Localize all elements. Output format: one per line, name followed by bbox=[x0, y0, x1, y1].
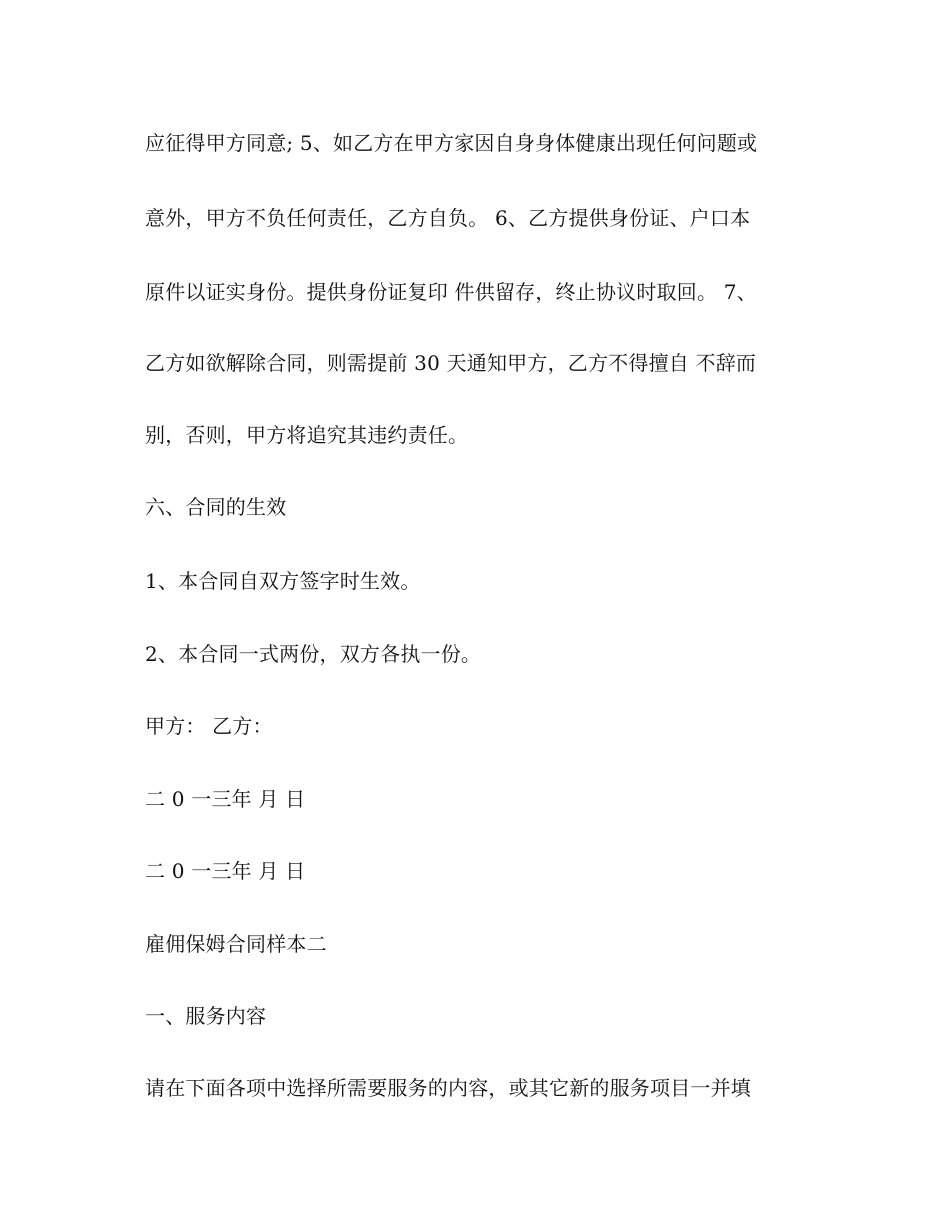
paragraph-line: 乙方如欲解除合同，则需提前 30 天通知甲方，乙方不得擅自 不辞而 bbox=[145, 351, 757, 375]
section-heading: 六、合同的生效 bbox=[145, 495, 287, 519]
section-heading: 一、服务内容 bbox=[145, 1004, 267, 1028]
document-title: 雇佣保姆合同样本二 bbox=[145, 932, 327, 956]
paragraph-line: 请在下面各项中选择所需要服务的内容，或其它新的服务项目一并填 bbox=[145, 1076, 751, 1100]
clause-line: 2、本合同一式两份，双方各执一份。 bbox=[145, 642, 482, 666]
date-line: 二 0 一三年 月 日 bbox=[145, 859, 306, 883]
paragraph-line: 应征得甲方同意; 5、如乙方在甲方家因自身身体健康出现任何问题或 bbox=[145, 131, 758, 155]
paragraph-line: 原件以证实身份。提供身份证复印 件供留存，终止协议时取回。 7、 bbox=[145, 280, 757, 304]
signature-parties: 甲方： 乙方： bbox=[145, 714, 273, 738]
paragraph-line: 别，否则，甲方将追究其违约责任。 bbox=[145, 423, 469, 447]
date-line: 二 0 一三年 月 日 bbox=[145, 787, 306, 811]
paragraph-line: 意外，甲方不负任何责任，乙方自负。 6、乙方提供身份证、户口本 bbox=[145, 206, 751, 230]
clause-line: 1、本合同自双方签字时生效。 bbox=[145, 569, 421, 593]
